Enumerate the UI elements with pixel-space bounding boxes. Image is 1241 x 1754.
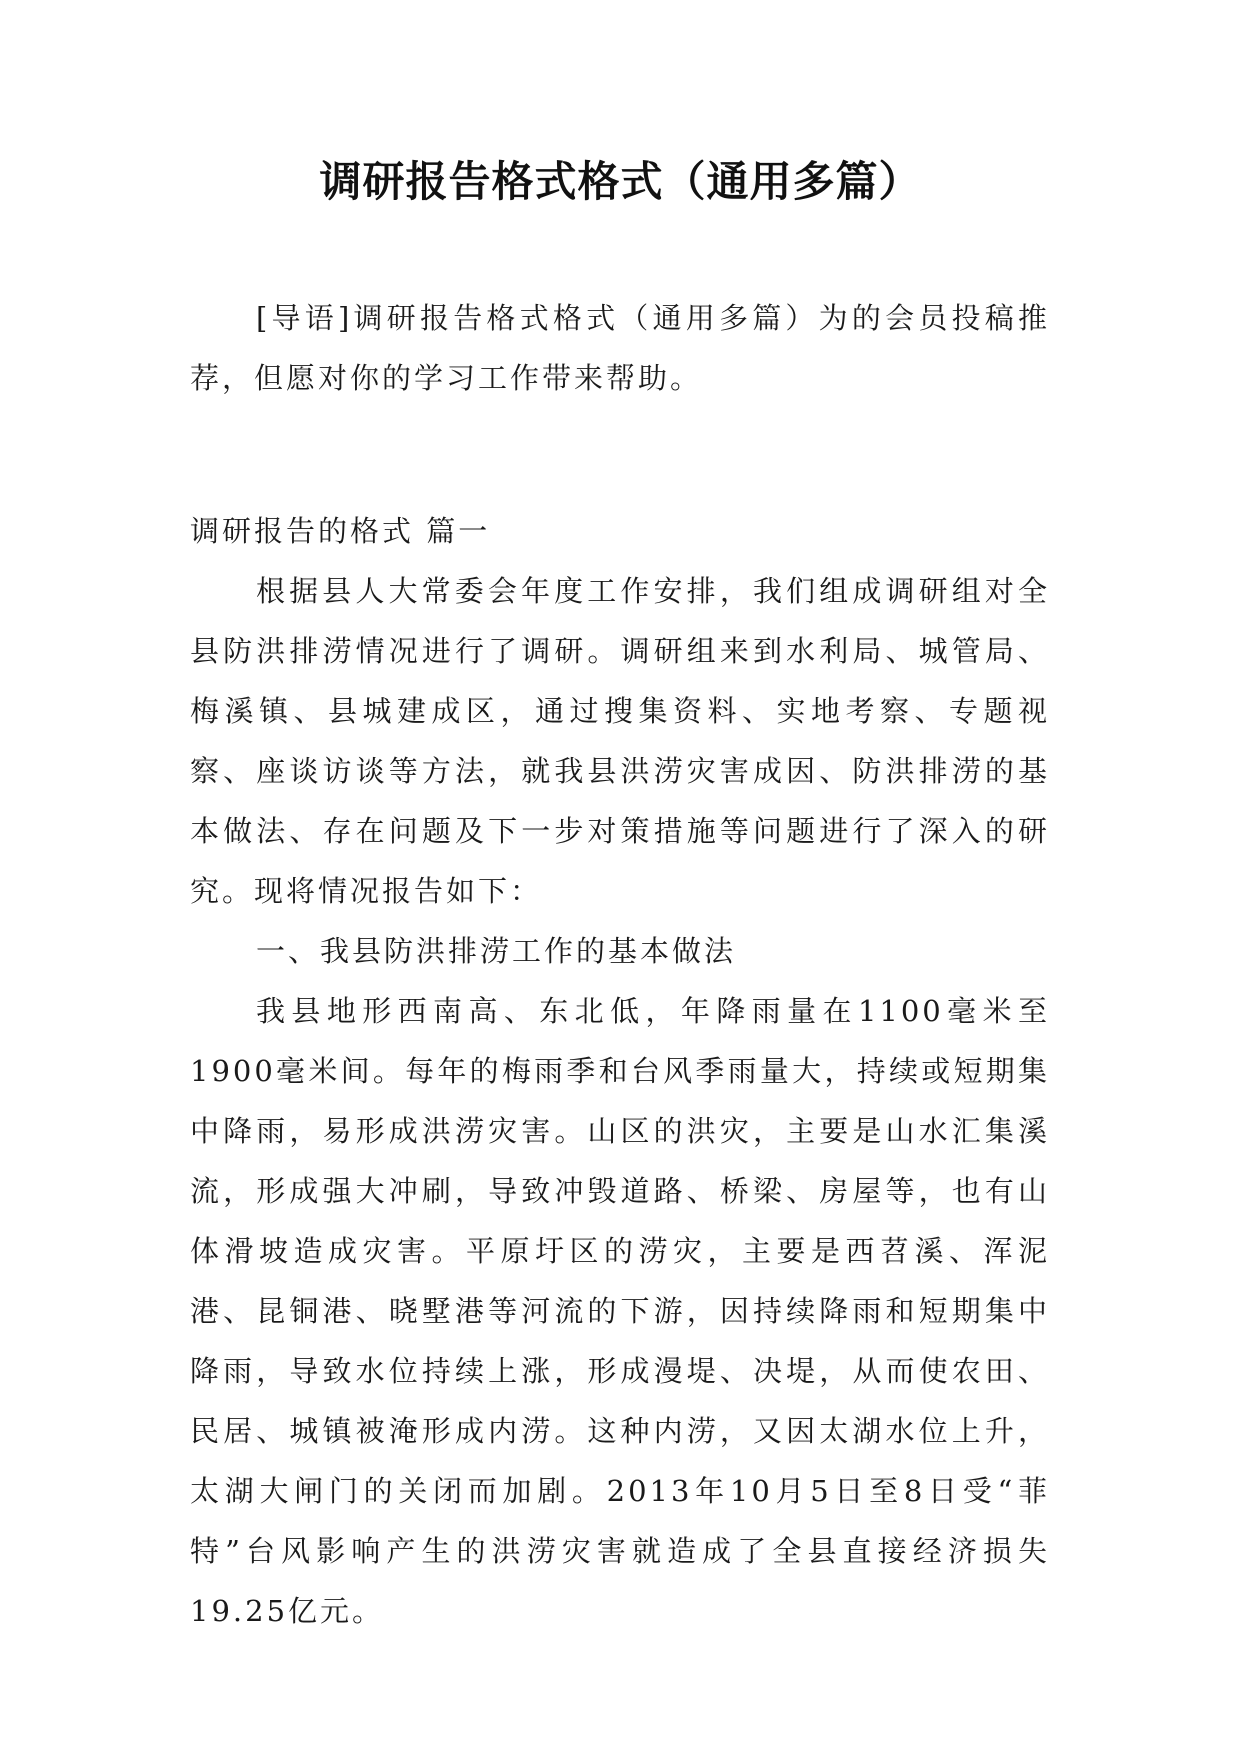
subsection-heading: 一、我县防洪排涝工作的基本做法 — [256, 934, 737, 968]
intro-paragraph: [导语]调研报告格式格式（通用多篇）为的会员投稿推荐，但愿对你的学习工作带来帮助。 — [190, 301, 1050, 395]
document-body — [190, 288, 1050, 1641]
document-title: 调研报告格式格式（通用多篇） — [319, 157, 922, 206]
body-paragraph: 我县地形西南高、东北低，年降雨量在1100毫米至1900毫米间。每年的梅雨季和台风季雨量大，持续或短期集中降雨，易形成洪涝灾害。山区的洪灾，主要是山水汇集溪流，形成强大冲刷，导致冲毁道路、桥梁、房屋等，也有山体滑坡造成灾害。平原圩区的涝灾，主要是西苕溪、浑泥港、昆铜港、晓墅港等河流的下游，因持续降雨和短期集中降雨，导致水位持续上涨，形成漫堤、决堤，从而使农田、民居、城镇被淹形成内涝。这种内涝，又因太湖水位上升，太湖大闸门的关闭而加剧。2013年10月5日至8日受“菲特”台风影响产生的洪涝灾害就造成了全县直接经济损失19.25亿元。 — [190, 994, 1050, 1628]
spacer — [190, 408, 1050, 501]
body-paragraph: 根据县人大常委会年度工作安排，我们组成调研组对全县防洪排涝情况进行了调研。调研组来到水利局、城管局、梅溪镇、县城建成区，通过搜集资料、实地考察、专题视察、座谈访谈等方法，就我县洪涝灾害成因、防洪排涝的基本做法、存在问题及下一步对策措施等问题进行了深入的研究。现将情况报告如下： — [190, 574, 1050, 908]
section-heading: 调研报告的格式 篇一 — [190, 514, 491, 548]
